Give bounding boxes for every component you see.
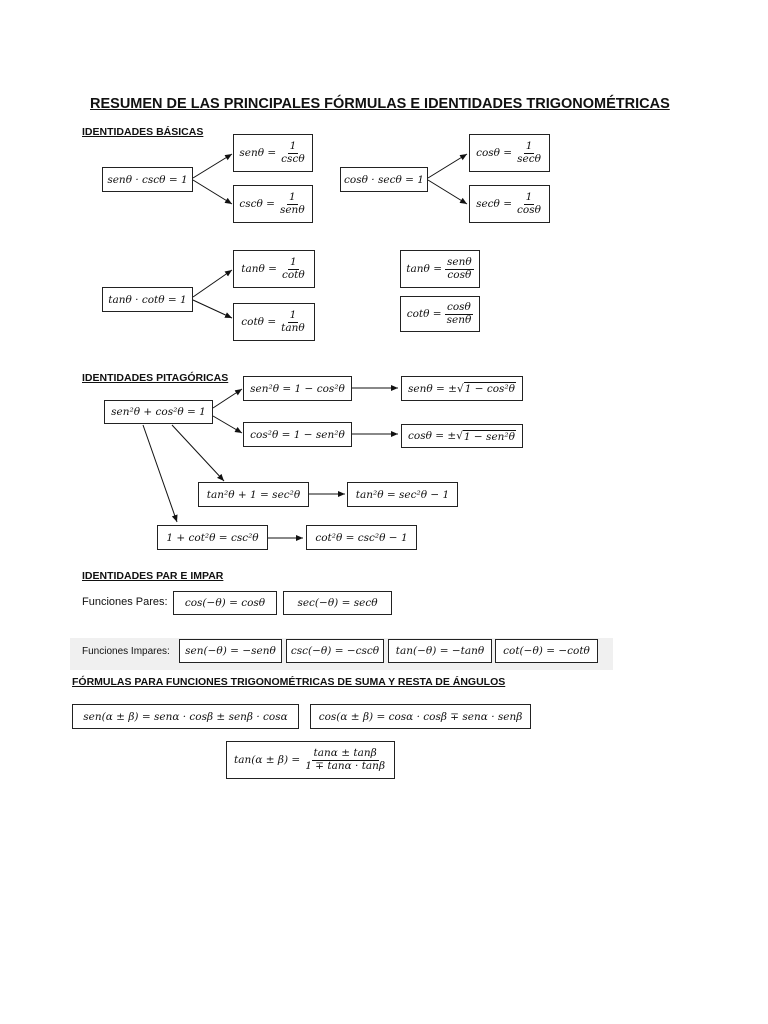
identity-tan-ratio xyxy=(400,250,480,288)
identity-sen-reciprocal xyxy=(233,134,313,172)
radicand: 1 − sen²θ xyxy=(463,430,515,443)
formula-lhs: cotθ = xyxy=(241,316,277,328)
fraction-numerator: 1 xyxy=(288,191,296,204)
identity-tan-cot xyxy=(102,287,193,312)
formula-text: tan²θ + 1 = sec²θ xyxy=(206,488,301,501)
formula-sen-sum xyxy=(72,704,299,729)
identity-cot-squared xyxy=(157,525,268,550)
formula-text: 1 + cot²θ = csc²θ xyxy=(166,531,259,544)
identity-cos-squared xyxy=(243,422,352,447)
identity-cos-reciprocal xyxy=(469,134,550,172)
formula-text: cos²θ = 1 − sen²θ xyxy=(250,428,345,441)
identity-cos-root xyxy=(401,424,523,448)
formula-lhs: tanθ = xyxy=(241,263,277,275)
fraction-denominator: 1 ∓ tanα · tanβ xyxy=(305,759,386,772)
formula-lhs: cotθ = xyxy=(406,308,442,320)
identity-cos-sec xyxy=(340,167,428,192)
fraction-denominator: cscθ xyxy=(281,152,305,165)
formula-text: sen²θ + cos²θ = 1 xyxy=(111,406,206,418)
fraction-numerator: 1 xyxy=(290,256,297,269)
identity-odd-cot xyxy=(495,639,598,663)
identity-tan-squared xyxy=(198,482,309,507)
identity-cot-ratio xyxy=(400,296,480,332)
formula-text: cos(α ± β) = cosα · cosβ ∓ senα · senβ xyxy=(318,710,523,723)
identity-even-cos xyxy=(173,591,277,615)
identity-cot-reciprocal xyxy=(233,303,315,341)
identity-tan-squared-alt xyxy=(347,482,458,507)
funciones-impares-label: Funciones Impares: xyxy=(82,646,170,657)
fraction-denominator: secθ xyxy=(517,152,541,165)
fraction-denominator: cosθ xyxy=(447,268,472,281)
formula-text: senθ · cscθ = 1 xyxy=(107,173,188,186)
fraction-numerator: 1 xyxy=(525,191,533,204)
identity-sec-reciprocal xyxy=(469,185,550,223)
formula-lhs: tanθ = xyxy=(406,263,442,275)
fraction-denominator: cotθ xyxy=(281,268,305,281)
formula-text: sen(−θ) = −senθ xyxy=(185,645,276,657)
formula-text: csc(−θ) = −cscθ xyxy=(290,645,380,657)
formula-lhs: cscθ = xyxy=(239,198,275,210)
page-title: RESUMEN DE LAS PRINCIPALES FÓRMULAS E IDENTIDADES TRIGONOMÉTRICAS xyxy=(90,96,670,112)
identity-pythagorean-main xyxy=(104,400,213,424)
identity-sen-root xyxy=(401,376,523,401)
formula-lhs: senθ = ± xyxy=(408,382,457,395)
fraction-denominator: senθ xyxy=(279,203,305,216)
identity-sen-csc xyxy=(102,167,193,192)
fraction-numerator: 1 xyxy=(525,140,533,153)
formula-text: cot²θ = csc²θ − 1 xyxy=(315,531,408,544)
fraction-numerator: senθ xyxy=(447,256,472,269)
funciones-pares-label: Funciones Pares: xyxy=(82,596,168,608)
formula-lhs: cosθ = xyxy=(476,147,513,159)
section-heading-suma-resta: FÓRMULAS PARA FUNCIONES TRIGONOMÉTRICAS DE SUMA Y RESTA DE ÁNGULOS xyxy=(72,676,506,688)
fraction-denominator: cosθ xyxy=(517,203,541,216)
formula-lhs: tan(α ± β) = xyxy=(233,754,301,766)
section-heading-basicas: IDENTIDADES BÁSICAS xyxy=(82,126,204,138)
radicand: 1 − cos²θ xyxy=(464,383,515,395)
formula-text: tan²θ = sec²θ − 1 xyxy=(355,488,450,501)
formula-tan-sum xyxy=(226,741,395,779)
identity-even-sec xyxy=(283,591,392,615)
identity-csc-reciprocal xyxy=(233,185,313,223)
formula-text: cosθ · secθ = 1 xyxy=(344,173,424,186)
identity-sen-squared xyxy=(243,376,352,401)
formula-text: sen²θ = 1 − cos²θ xyxy=(250,382,345,395)
formula-lhs: cosθ = ± xyxy=(408,430,457,442)
section-heading-pitagoricas: IDENTIDADES PITAGÓRICAS xyxy=(82,372,229,384)
fraction-numerator: 1 xyxy=(289,140,297,153)
fraction-denominator: tanθ xyxy=(281,321,305,334)
fraction-numerator: cosθ xyxy=(446,301,471,314)
formula-text: sen(α ± β) = senα · cosβ ± senβ · cosα xyxy=(83,710,288,723)
formula-text: cos(−θ) = cosθ xyxy=(184,597,266,609)
fraction-numerator: tanα ± tanβ xyxy=(313,747,377,760)
identity-odd-tan xyxy=(388,639,492,663)
identity-odd-sen xyxy=(179,639,282,663)
fraction-denominator: senθ xyxy=(446,313,472,326)
formula-lhs: secθ = xyxy=(476,198,513,210)
identity-cot-squared-alt xyxy=(306,525,417,550)
formula-text: cot(−θ) = −cotθ xyxy=(503,645,590,657)
formula-text: tanθ · cotθ = 1 xyxy=(108,293,187,306)
formula-cos-sum xyxy=(310,704,531,729)
identity-odd-csc xyxy=(286,639,384,663)
sqrt-icon: √ xyxy=(456,382,464,395)
formula-text: sec(−θ) = secθ xyxy=(297,597,378,609)
sqrt-icon: √ xyxy=(456,430,463,442)
section-heading-par-impar: IDENTIDADES PAR E IMPAR xyxy=(82,570,224,582)
fraction-numerator: 1 xyxy=(289,309,297,322)
formula-text: tan(−θ) = −tanθ xyxy=(395,645,485,657)
identity-tan-reciprocal xyxy=(233,250,315,288)
formula-lhs: senθ = xyxy=(239,147,277,159)
